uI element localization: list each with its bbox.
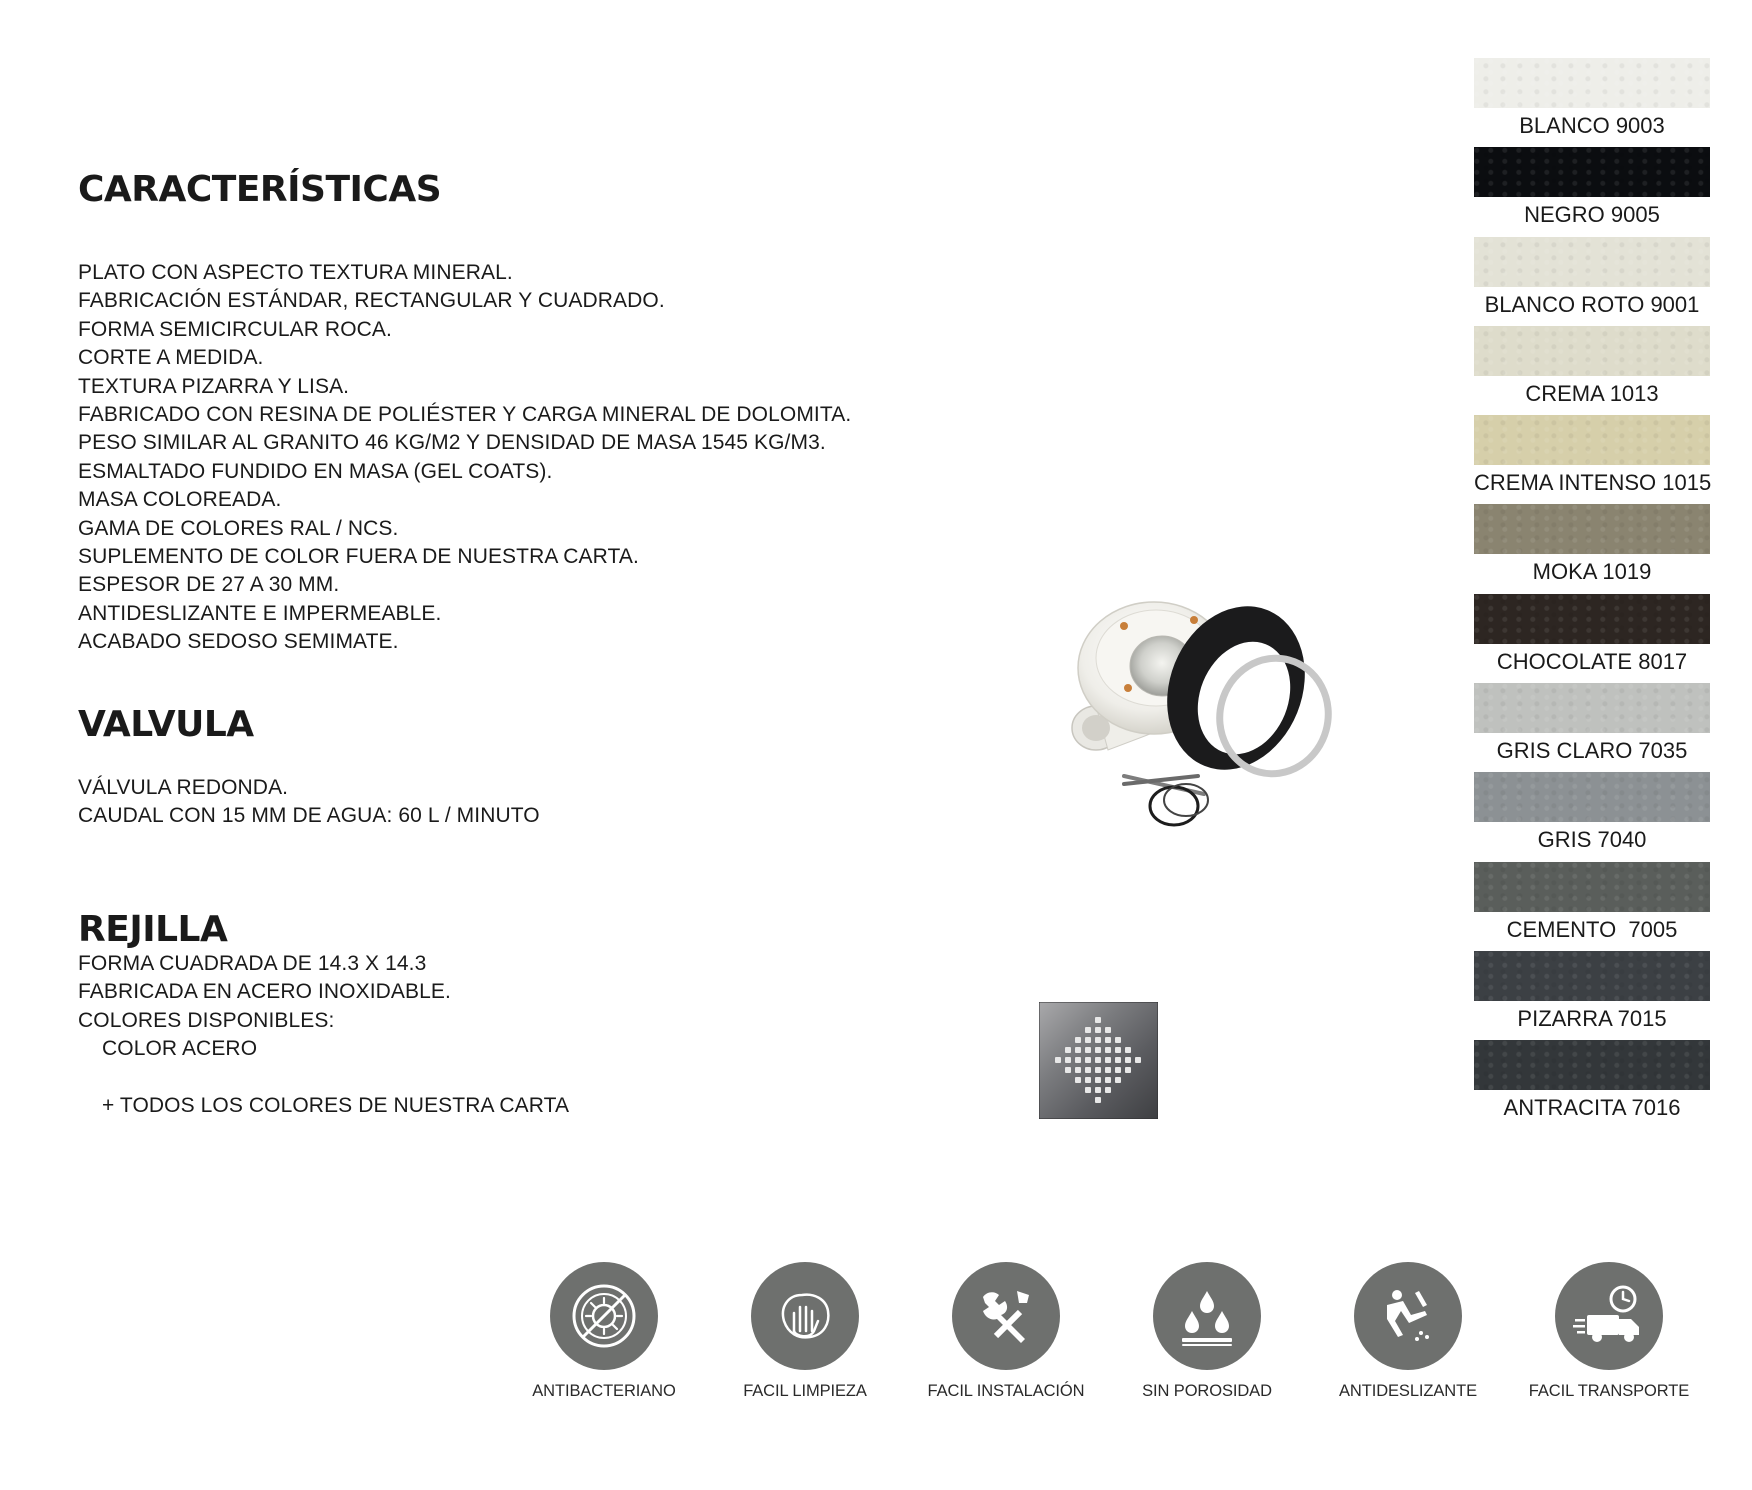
swatch-label: MOKA 1019: [1532, 559, 1652, 585]
grate-hole: [1085, 1067, 1091, 1073]
valve-kit-image: [1066, 588, 1338, 832]
grate-hole: [1105, 1067, 1111, 1073]
blank-line: [78, 1064, 569, 1092]
swatch-chip: [1474, 594, 1710, 644]
grate-hole: [1095, 1077, 1101, 1083]
feature-facil-limpieza: [715, 1262, 895, 1401]
color-swatch: [1474, 504, 1710, 593]
color-swatch: [1474, 326, 1710, 415]
feature-label: FACIL LIMPIEZA: [743, 1382, 867, 1400]
grate-hole: [1075, 1067, 1081, 1073]
swatch-chip: [1474, 147, 1710, 197]
swatch-chip: [1474, 683, 1710, 733]
caracteristicas-list: [78, 259, 851, 657]
list-item: ESPESOR DE 27 A 30 MM.: [78, 573, 340, 597]
list-item: FABRICADO CON RESINA DE POLIÉSTER Y CARGA MINERAL DE DOLOMITA.: [78, 403, 852, 427]
water-drops-icon: [1153, 1262, 1261, 1370]
feature-facil-instalacion: [916, 1262, 1096, 1401]
cleaning-hand-icon: [751, 1262, 859, 1370]
swatch-chip: [1474, 862, 1710, 912]
swatch-label: BLANCO ROTO 9001: [1484, 291, 1700, 317]
grate-hole: [1055, 1057, 1061, 1063]
swatch-label: NEGRO 9005: [1524, 202, 1660, 228]
color-swatch: [1474, 58, 1710, 147]
swatch-label: CREMA INTENSO 1015: [1474, 470, 1712, 496]
grate-hole: [1095, 1047, 1101, 1053]
grate-hole: [1095, 1017, 1101, 1023]
list-item: ANTIDESLIZANTE E IMPERMEABLE.: [78, 601, 442, 625]
valvula-title: VALVULA: [78, 704, 254, 745]
swatch-label: BLANCO 9003: [1519, 113, 1665, 138]
swatch-label: PIZARRA 7015: [1517, 1005, 1667, 1031]
swatch-chip: [1474, 504, 1710, 554]
list-item: FORMA SEMICIRCULAR ROCA.: [78, 317, 392, 341]
grate-hole: [1125, 1057, 1131, 1063]
list-item: GAMA DE COLORES RAL / NCS.: [78, 516, 399, 540]
grate-hole: [1115, 1057, 1121, 1063]
feature-label: ANTIBACTERIANO: [532, 1382, 676, 1400]
swatch-label: GRIS 7040: [1537, 827, 1647, 853]
list-item: COLORES DISPONIBLES:: [78, 1008, 335, 1032]
grate-hole: [1095, 1097, 1101, 1103]
grate-hole: [1115, 1067, 1121, 1073]
grate-hole: [1105, 1047, 1111, 1053]
grate-hole: [1105, 1077, 1111, 1083]
list-item: FABRICADA EN ACERO INOXIDABLE.: [78, 980, 451, 1004]
swatch-chip: [1474, 1040, 1710, 1090]
swatch-label: CREMA 1013: [1525, 380, 1659, 406]
feature-facil-transporte: [1519, 1262, 1699, 1401]
grate-hole: [1115, 1037, 1121, 1043]
rejilla-list: [78, 950, 569, 1120]
list-item: PLATO CON ASPECTO TEXTURA MINERAL.: [78, 261, 513, 284]
grate-hole: [1125, 1047, 1131, 1053]
grate-hole: [1095, 1067, 1101, 1073]
color-swatch: [1474, 147, 1710, 236]
grate-hole: [1095, 1087, 1101, 1093]
list-item: PESO SIMILAR AL GRANITO 46 KG/M2 Y DENSIDAD DE MASA 1545 KG/M3.: [78, 431, 826, 455]
grate-hole: [1095, 1027, 1101, 1033]
color-swatch: [1474, 951, 1710, 1040]
list-item: SUPLEMENTO DE COLOR FUERA DE NUESTRA CARTA.: [78, 545, 639, 569]
swatch-chip: [1474, 237, 1710, 287]
swatch-chip: [1474, 415, 1710, 465]
feature-sin-porosidad: [1117, 1262, 1297, 1401]
swatch-label: GRIS CLARO 7035: [1496, 738, 1688, 764]
feature-label: FACIL INSTALACIÓN: [927, 1382, 1085, 1400]
color-swatch: [1474, 1040, 1710, 1129]
grate-hole: [1095, 1037, 1101, 1043]
feature-label: FACIL TRANSPORTE: [1528, 1382, 1690, 1400]
grate-hole: [1115, 1077, 1121, 1083]
list-item: FABRICACIÓN ESTÁNDAR, RECTANGULAR Y CUADRADO.: [78, 289, 665, 313]
grate-hole: [1075, 1037, 1081, 1043]
list-item: MASA COLOREADA.: [78, 488, 282, 512]
feature-antibacteriano: [514, 1262, 694, 1401]
color-swatch: [1474, 594, 1710, 683]
color-swatch: [1474, 772, 1710, 861]
grate-hole: [1085, 1057, 1091, 1063]
list-item: VÁLVULA REDONDA.: [78, 776, 289, 799]
color-swatch: [1474, 862, 1710, 951]
feature-label: ANTIDESLIZANTE: [1339, 1382, 1477, 1400]
list-item: + TODOS LOS COLORES DE NUESTRA CARTA: [102, 1094, 570, 1118]
list-item: FORMA CUADRADA DE 14.3 X 14.3: [78, 952, 427, 975]
grate-hole: [1085, 1087, 1091, 1093]
swatch-chip: [1474, 58, 1710, 108]
list-item: CAUDAL CON 15 MM DE AGUA: 60 L / MINUTO: [78, 804, 540, 828]
grate-hole: [1085, 1047, 1091, 1053]
grate-hole: [1105, 1087, 1111, 1093]
swatch-chip: [1474, 326, 1710, 376]
grate-hole: [1095, 1057, 1101, 1063]
tools-icon: [952, 1262, 1060, 1370]
swatch-label: CHOCOLATE 8017: [1496, 648, 1688, 674]
grate-hole: [1065, 1047, 1071, 1053]
slipping-person-icon: [1354, 1262, 1462, 1370]
swatch-label: ANTRACITA 7016: [1503, 1095, 1681, 1121]
grate-hole: [1075, 1057, 1081, 1063]
grate-hole: [1085, 1037, 1091, 1043]
caracteristicas-title: CARACTERÍSTICAS: [78, 169, 442, 210]
grate-hole: [1105, 1027, 1111, 1033]
grate-hole: [1075, 1047, 1081, 1053]
grate-hole: [1065, 1057, 1071, 1063]
color-swatch: [1474, 237, 1710, 326]
antibacterial-icon: [550, 1262, 658, 1370]
grate-hole: [1115, 1047, 1121, 1053]
feature-icons-row: [514, 1262, 1694, 1400]
list-item: ACABADO SEDOSO SEMIMATE.: [78, 630, 399, 654]
color-swatch: [1474, 683, 1710, 772]
grate-image: [1039, 1002, 1158, 1119]
grate-hole: [1075, 1077, 1081, 1083]
swatch-chip: [1474, 772, 1710, 822]
swatch-chip: [1474, 951, 1710, 1001]
list-item: CORTE A MEDIDA.: [78, 346, 264, 370]
rejilla-title: REJILLA: [78, 909, 228, 950]
grate-hole: [1085, 1077, 1091, 1083]
color-swatch: [1474, 415, 1710, 504]
color-swatch-list: [1474, 58, 1710, 1130]
feature-label: SIN POROSIDAD: [1142, 1382, 1272, 1400]
grate-hole: [1105, 1057, 1111, 1063]
valvula-list: [78, 774, 540, 831]
swatch-label: CEMENTO 7005: [1506, 916, 1678, 942]
grate-hole: [1105, 1037, 1111, 1043]
grate-hole: [1085, 1027, 1091, 1033]
grate-hole: [1065, 1067, 1071, 1073]
feature-antideslizante: [1318, 1262, 1498, 1401]
list-item: ESMALTADO FUNDIDO EN MASA (GEL COATS).: [78, 459, 553, 483]
delivery-truck-icon: [1555, 1262, 1663, 1370]
grate-hole: [1135, 1057, 1141, 1063]
list-item: COLOR ACERO: [102, 1037, 258, 1061]
list-item: TEXTURA PIZARRA Y LISA.: [78, 374, 350, 398]
grate-hole: [1125, 1067, 1131, 1073]
